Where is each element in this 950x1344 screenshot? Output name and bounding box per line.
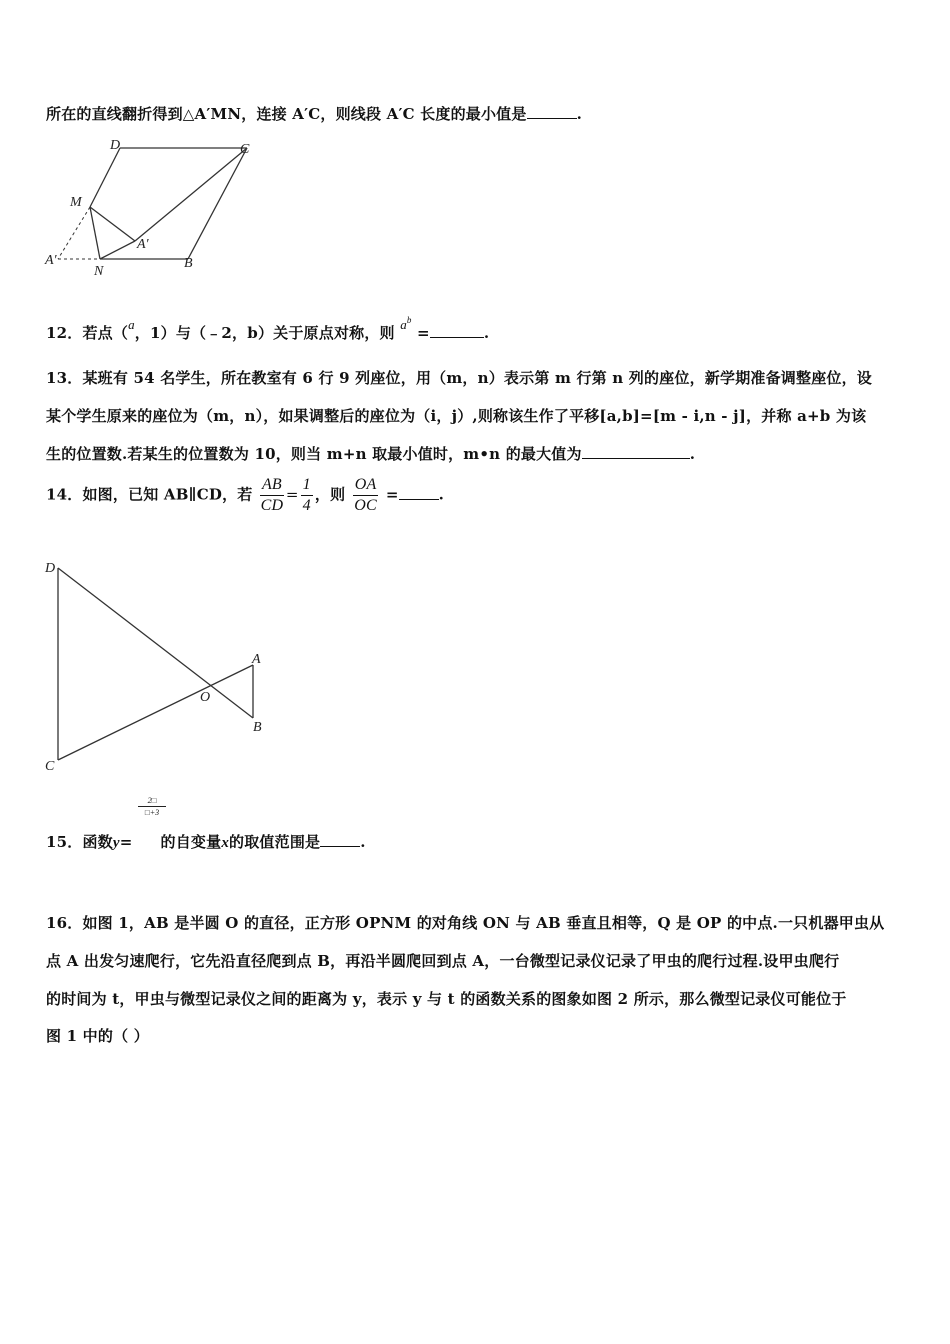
edge-CA — [58, 665, 253, 760]
edge-CB — [188, 148, 247, 259]
q12-mid: ，1）与（﹣2，b）关于原点对称，则 — [134, 324, 395, 342]
edge-DM — [90, 148, 120, 207]
label-B: B — [184, 256, 193, 271]
q14-pre: 14．如图，已知 AB∥CD，若 — [46, 485, 253, 504]
q12-pre: 12．若点（ — [46, 324, 129, 342]
q14-eq2: = — [385, 485, 399, 504]
q11-figure — [40, 135, 270, 280]
q14-mid: ，则 — [314, 485, 346, 504]
q14-f2-den: 4 — [302, 497, 311, 514]
q15-text — [46, 831, 366, 852]
q14-fraction-1-4 — [301, 475, 313, 516]
q11-statement: 所在的直线翻折得到△A′MN，连接 A′C，则线段 A′C 长度的最小值是 — [46, 105, 527, 123]
q14-f1-num: AB — [260, 475, 284, 496]
q15-var-x: x — [221, 835, 230, 851]
label-D: D — [110, 138, 121, 153]
q14-end: . — [438, 485, 445, 504]
q16-line3: 的时间为 t，甲虫与微型记录仪之间的距离为 y，表示 y 与 t 的函数关系的图象如图 2 所示，那么微型记录仪可能位于 — [46, 990, 847, 1008]
q13-line1: 13．某班有 54 名学生，所在教室有 6 行 9 列座位，用（m，n）表示第 m 行第 n 列的座位，新学期准备调整座位，设 — [46, 369, 873, 387]
edge-A1C — [135, 148, 247, 241]
q14-f1-den: CD — [260, 497, 284, 514]
q12-pow-exp: b — [406, 315, 412, 325]
edge-MA1 — [90, 207, 135, 241]
edge-DB — [58, 568, 253, 718]
edge-NA1 — [100, 241, 135, 259]
q14-f3-num: OA — [353, 475, 379, 496]
edge-MN — [90, 207, 100, 259]
q14-figure — [40, 555, 280, 775]
q11-text — [46, 103, 582, 124]
q11-end: . — [576, 105, 583, 123]
q12-answer-blank — [430, 323, 484, 338]
q15-end: . — [360, 833, 366, 851]
q14-fraction-oa-oc — [353, 475, 379, 516]
q13-answer-blank — [582, 444, 690, 459]
q16-line1: 16．如图 1，AB 是半圆 O 的直径，正方形 OPNM 的对角线 ON 与 AB 垂直且相等，Q 是 OP 的中点.一只机器甲虫从 — [46, 914, 885, 932]
q16-line4: 图 1 中的（ ） — [46, 1027, 149, 1045]
q12-var-a: a — [128, 317, 135, 332]
q15-small-fraction — [138, 796, 166, 818]
label-D: D — [45, 561, 56, 576]
label-B: B — [253, 720, 262, 735]
q12-end: . — [483, 324, 490, 342]
q13-line3-wrap — [46, 443, 695, 464]
label-C: C — [45, 759, 55, 774]
q13-line3: 生的位置数.若某生的位置数为 10，则当 m+n 取最小值时，m•n 的最大值为 — [46, 445, 582, 463]
label-M: M — [70, 195, 82, 210]
label-O: O — [200, 690, 211, 705]
label-N: N — [94, 264, 104, 279]
q12-text — [46, 315, 490, 343]
label-A-prime-outer: A′ — [45, 253, 57, 268]
q11-answer-blank — [527, 104, 577, 119]
q12-eq: = — [417, 324, 430, 342]
q15-small-den: □+3 — [144, 808, 160, 817]
q16-line2: 点 A 出发匀速爬行，它先沿直径爬到点 B，再沿半圆爬回到点 A，一台微型记录仪记录了甲虫的爬行过程.设甲虫爬行 — [46, 952, 840, 970]
q13-line2: 某个学生原来的座位为（m，n），如果调整后的座位为（i，j）,则称该生作了平移[a,b]=[m - i,n - j]，并称 a+b 为该 — [46, 407, 867, 425]
label-A: A — [252, 652, 261, 667]
q15-answer-blank — [320, 832, 360, 847]
q12-pow-base: a — [400, 317, 407, 332]
label-C: C — [240, 142, 250, 157]
q15-small-num: 2□ — [138, 796, 166, 807]
q14-text — [46, 475, 444, 516]
q14-f3-den: OC — [354, 497, 377, 514]
label-A-prime-inner: A′ — [137, 237, 149, 252]
q15-post: 的取值范围是 — [229, 833, 321, 851]
q13-end: . — [689, 445, 696, 463]
q15-var-y: y — [112, 835, 120, 851]
q14-f2-num: 1 — [301, 475, 313, 496]
dashed-MA — [58, 207, 90, 259]
q15-mid: 的自变量 — [160, 833, 222, 851]
q15-pre: 15．函数 — [46, 833, 113, 851]
q14-fraction-ab-cd — [260, 475, 284, 516]
q14-answer-blank — [399, 485, 439, 500]
q15-eq: = — [119, 833, 133, 851]
q14-eq1: = — [285, 485, 299, 504]
